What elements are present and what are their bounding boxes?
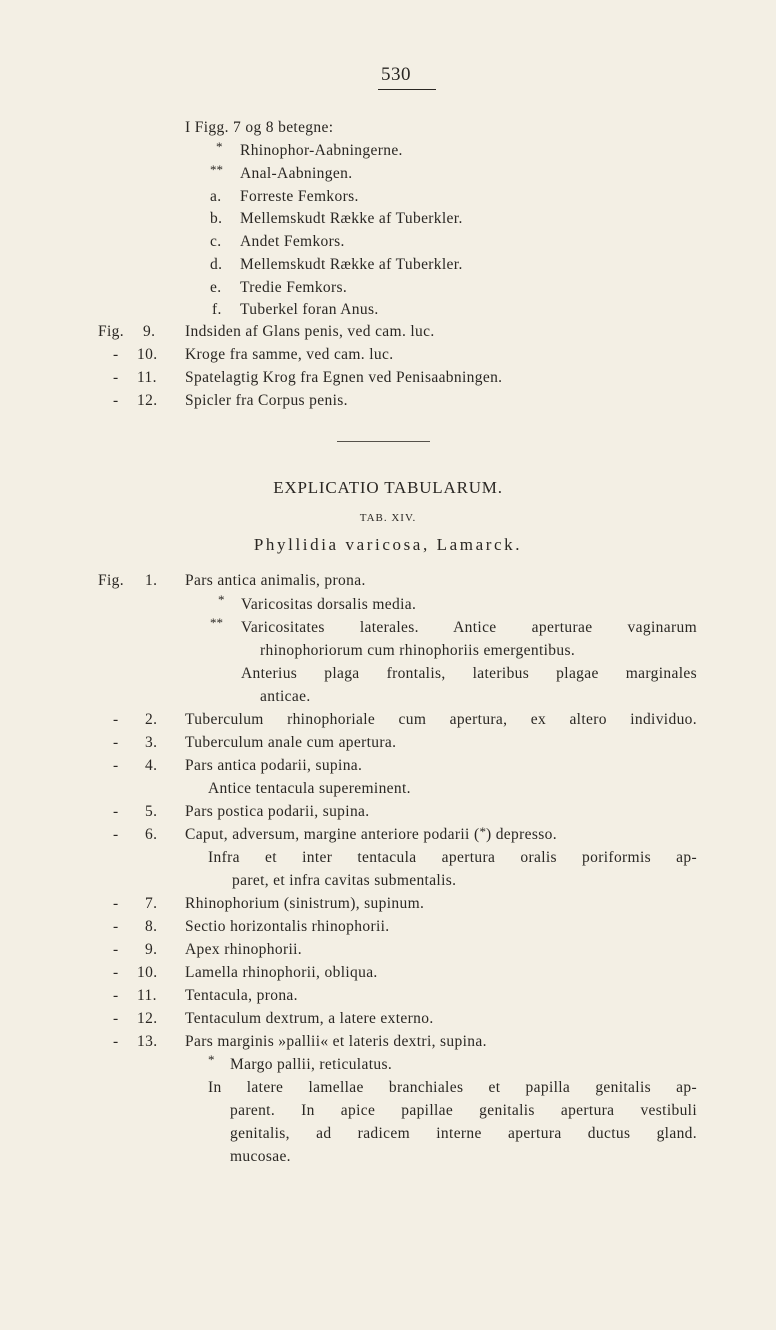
fig-number: 12. [137,392,158,409]
fig-label: - [113,734,119,751]
fig-label: - [113,1033,119,1050]
fig-note-continued: mucosae. [230,1148,291,1165]
fig-label: - [113,369,119,386]
legend-key: e. [210,279,222,296]
legend-key [218,592,225,613]
fig-number: 13. [137,1033,158,1050]
fig-caption: Spicler fra Corpus penis. [185,392,348,409]
fig-number: 5. [145,803,158,820]
fig-label: - [113,392,119,409]
asterisk-mark: * [479,824,486,839]
fig-caption: Tuberculum rhinophoriale cum apertura, ex altero individuo. [185,711,697,728]
legend-key: f. [212,301,222,318]
fig-caption: Apex rhinophorii. [185,941,303,958]
fig-number: 6. [145,826,158,843]
fig-number: 9. [143,323,156,340]
legend-key: c. [210,233,222,250]
fig-label: - [113,918,119,935]
legend-item: Varicositates laterales. Antice aperturae vaginarum [241,619,697,636]
fig-note: Infra et inter tentacula apertura oralis poriformis ap- [208,849,697,866]
fig-number: 11. [137,369,157,386]
legend-item: Mellemskudt Række af Tuberkler. [240,256,463,273]
legend-key-label: * [208,1052,215,1067]
legend-item: Andet Femkors. [240,233,345,250]
fig-caption-part: ) depresso. [485,826,557,843]
fig-number: 11. [137,987,157,1004]
fig-note-continued: genitalis, ad radicem interne apertura ductus gland. [230,1125,697,1142]
species-name: Phyllidia varicosa, Lamarck. [253,535,523,554]
fig-number: 10. [137,964,158,981]
fig-label: - [113,346,119,363]
legend-item: Forreste Femkors. [240,188,359,205]
legend-item: Anal-Aabningen. [240,165,353,182]
legend-key: d. [210,256,223,273]
legend-item: Tuberkel foran Anus. [240,301,379,318]
fig-label: - [113,711,119,728]
fig-number: 7. [145,895,158,912]
fig-caption: Indsiden af Glans penis, ved cam. luc. [185,323,435,340]
fig-label: - [113,964,119,981]
fig-number: 1. [145,572,158,589]
fig-label: - [113,895,119,912]
section-divider [337,441,430,442]
fig-number: 4. [145,757,158,774]
legend-key [216,139,223,160]
fig-number: 3. [145,734,158,751]
fig-caption: Pars antica animalis, prona. [185,572,366,589]
fig-note-continued: paret, et infra cavitas submentalis. [232,872,457,889]
fig-label: - [113,757,119,774]
fig-label: - [113,826,119,843]
fig-caption: Pars antica podarii, supina. [185,757,363,774]
legend-key-label: ** [210,162,223,177]
fig-number: 12. [137,1010,158,1027]
legend-key-label: ** [210,615,223,630]
legend-item-continued: rhinophoriorum cum rhinophoriis emergentibus. [260,642,576,659]
legend-item: Rhinophor-Aabningerne. [240,142,403,159]
fig-note-continued: anticae. [260,688,311,705]
fig-number: 2. [145,711,158,728]
legend-item: Varicositas dorsalis media. [241,596,417,613]
legend-key [208,1052,215,1073]
legend-key: a. [210,188,222,205]
legend-key [210,162,223,183]
fig-label: - [113,803,119,820]
fig-label: - [113,987,119,1004]
fig-caption: Spatelagtig Krog fra Egnen ved Penisaabningen. [185,369,503,386]
legend-item: Mellemskudt Række af Tuberkler. [240,210,463,227]
fig-caption: Rhinophorium (sinistrum), supinum. [185,895,425,912]
legend-key: b. [210,210,223,227]
fig-note: In latere lamellae branchiales et papilla genitalis ap- [208,1079,697,1096]
section-heading: EXPLICATIO TABULARUM. [273,478,503,497]
fig-caption-part: Caput, adversum, margine anteriore podarii ( [185,826,480,843]
fig-caption: Pars marginis »pallii« et lateris dextri, supina. [185,1033,487,1050]
legend-item: Margo pallii, reticulatus. [230,1056,393,1073]
fig-number: 9. [145,941,158,958]
fig-caption [185,824,557,845]
fig-caption: Pars postica podarii, supina. [185,803,370,820]
legend-item: Tredie Femkors. [240,279,348,296]
page-number-rule [378,89,436,90]
plate-number: TAB. XIV. [359,512,417,524]
fig-caption: Tentaculum dextrum, a latere externo. [185,1010,434,1027]
fig-note-continued: parent. In apice papillae genitalis apertura vestibuli [230,1102,697,1119]
fig-caption: Sectio horizontalis rhinophorii. [185,918,390,935]
fig-label: - [113,941,119,958]
legend-key-label: * [218,592,225,607]
fig-number: 10. [137,346,158,363]
page-number: 530 [381,64,411,85]
fig-caption: Tuberculum anale cum apertura. [185,734,397,751]
fig-caption: Tentacula, prona. [185,987,298,1004]
fig-number: 8. [145,918,158,935]
fig-label: Fig. [98,323,124,340]
fig-note: Anterius plaga frontalis, lateribus plagae marginales [241,665,697,682]
fig-caption: Lamella rhinophorii, obliqua. [185,964,378,981]
legend-intro: I Figg. 7 og 8 betegne: [185,119,334,136]
fig-label: - [113,1010,119,1027]
fig-caption: Kroge fra samme, ved cam. luc. [185,346,394,363]
legend-key-label: * [216,139,223,154]
fig-label: Fig. [98,572,124,589]
legend-key [210,615,223,636]
fig-note: Antice tentacula supereminent. [208,780,411,797]
